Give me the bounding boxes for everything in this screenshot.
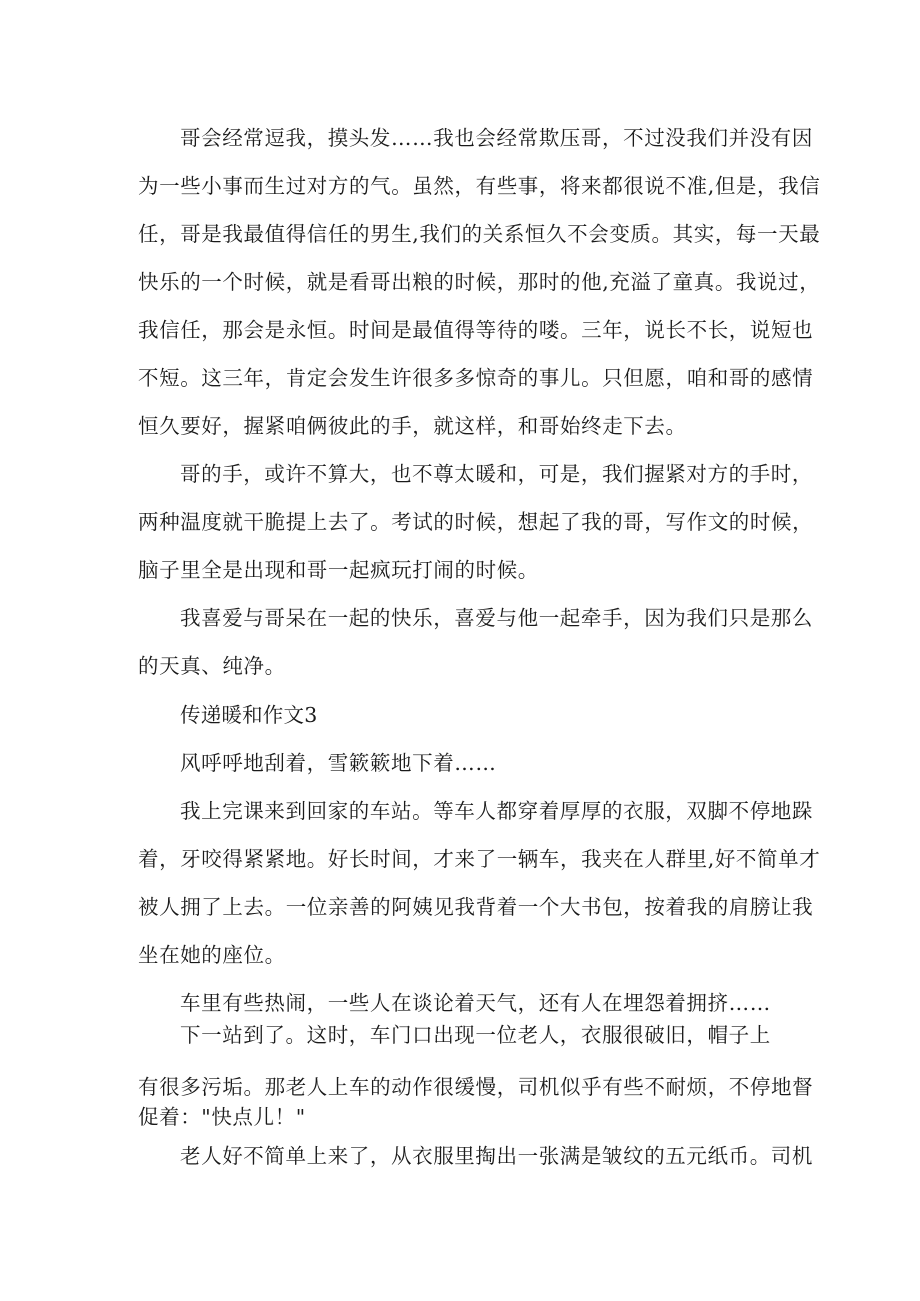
paragraph-line: 我喜爱与哥呆在一起的快乐，喜爱与他一起牵手，因为我们只是那么 — [180, 606, 813, 630]
paragraph-line: 恒久要好，握紧咱俩彼此的手，就这样，和哥始终走下去。 — [138, 414, 687, 438]
paragraph-line: 着，牙咬得紧紧地。好长时间，才来了一辆车，我夹在人群里,好不简单才 — [138, 847, 821, 871]
paragraph-line: 脑子里全是出现和哥一起疯玩打闹的时候。 — [138, 558, 539, 582]
paragraph-line: 车里有些热闹，一些人在谈论着天气，还有人在埋怨着拥挤…… — [180, 991, 771, 1015]
paragraph-line: 有很多污垢。那老人上车的动作很缓慢，司机似乎有些不耐烦，不停地督 — [138, 1075, 814, 1099]
section-heading: 传递暖和作文3 — [180, 703, 318, 727]
paragraph-line: 的天真、纯净。 — [138, 654, 286, 678]
paragraph-line: 两种温度就干脆提上去了。考试的时候，想起了我的哥，写作文的时候， — [138, 510, 814, 534]
paragraph-line: 促着："快点儿！" — [138, 1105, 306, 1129]
paragraph-line: 被人拥了上去。一位亲善的阿姨见我背着一个大书包，按着我的肩膀让我 — [138, 895, 814, 919]
paragraph-line: 我上完课来到回家的车站。等车人都穿着厚厚的衣服，双脚不停地跺 — [180, 799, 813, 823]
paragraph-line: 快乐的一个时候，就是看哥出粮的时候，那时的他,充溢了童真。我说过， — [138, 270, 821, 294]
paragraph-line: 下一站到了。这时，车门口出现一位老人，衣服很破旧，帽子上 — [180, 1023, 771, 1047]
paragraph-line: 风呼呼地刮着，雪簌簌地下着…… — [180, 751, 497, 775]
paragraph-line: 任，哥是我最值得信任的男生,我们的关系恒久不会变质。其实，每一天最 — [138, 222, 821, 246]
paragraph-line: 哥会经常逗我，摸头发……我也会经常欺压哥，不过没我们并没有因 — [180, 126, 813, 150]
paragraph-line: 坐在她的座位。 — [138, 943, 286, 967]
paragraph-line: 为一些小事而生过对方的气。虽然，有些事，将来都很说不准,但是，我信 — [138, 174, 821, 198]
paragraph-line: 我信任，那会是永恒。时间是最值得等待的喽。三年，说长不长，说短也 — [138, 318, 814, 342]
paragraph-line: 哥的手，或许不算大，也不尊太暖和，可是，我们握紧对方的手时， — [180, 462, 813, 486]
paragraph-line: 老人好不简单上来了，从衣服里掏出一张满是皱纹的五元纸币。司机 — [180, 1144, 813, 1168]
paragraph-line: 不短。这三年，肯定会发生许很多多惊奇的事儿。只但愿，咱和哥的感情 — [138, 366, 814, 390]
